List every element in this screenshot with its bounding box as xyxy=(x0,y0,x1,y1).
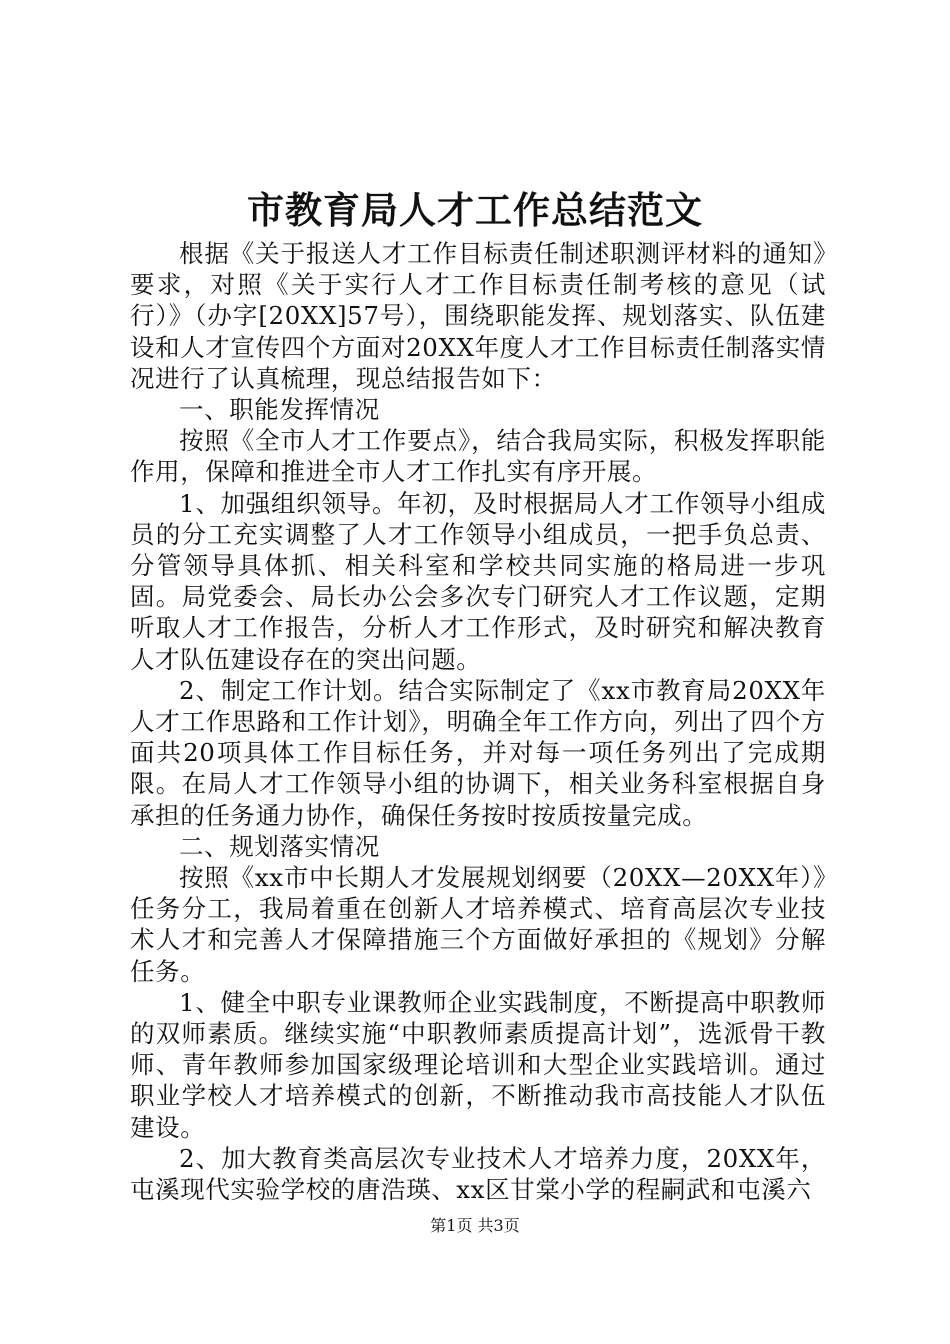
section-2-item-2-paragraph: 2、加大教育类高层次专业技术人才培养力度，20XX年，屯溪现代实验学校的唐浩瑛、xx区甘棠小学的程嗣武和屯溪六 xyxy=(130,1143,826,1205)
document-body xyxy=(130,238,826,1205)
section-2-item-1-paragraph: 1、健全中职专业课教师企业实践制度，不断提高中职教师的双师素质。继续实施“中职教师素质提高计划”，选派骨干教师、青年教师参加国家级理论培训和大型企业实践培训。通过职业学校人才培养模式的创新，不断推动我市高技能人才队伍建设。 xyxy=(130,987,826,1142)
section-1-item-1-paragraph: 1、加强组织领导。年初，及时根据局人才工作领导小组成员的分工充实调整了人才工作领导小组成员，一把手负总责、分管领导具体抓、相关科室和学校共同实施的格局进一步巩固。局党委会、局长办公会多次专门研究人才工作议题，定期听取人才工作报告，分析人才工作形式，及时研究和解决教育人才队伍建设存在的突出问题。 xyxy=(130,488,826,674)
document-title: 市教育局人才工作总结范文 xyxy=(247,188,703,232)
section-heading-1: 一、职能发挥情况 xyxy=(179,395,380,425)
section-2-intro-paragraph: 按照《xx市中长期人才发展规划纲要（20XX—20XX年）》任务分工，我局着重在创新人才培养模式、培育高层次专业技术人才和完善人才保障措施三个方面做好承担的《规划》分解任务。 xyxy=(130,863,826,986)
intro-paragraph: 根据《关于报送人才工作目标责任制述职测评材料的通知》要求，对照《关于实行人才工作目标责任制考核的意见（试行）》（办字[20XX]57号），围绕职能发挥、规划落实、队伍建设和人才宣传四个方面对20XX年度人才工作目标责任制落实情况进行了认真梳理，现总结报告如下： xyxy=(130,239,826,393)
section-1-item-2-paragraph: 2、制定工作计划。结合实际制定了《xx市教育局20XX年人才工作思路和工作计划》，明确全年工作方向，列出了四个方面共20项具体工作目标任务，并对每一项任务列出了完成期限。在局人才工作领导小组的协调下，相关业务科室根据自身承担的任务通力协作，确保任务按时按质按量完成。 xyxy=(130,675,826,830)
section-1-intro-paragraph: 按照《全市人才工作要点》，结合我局实际，积极发挥职能作用，保障和推进全市人才工作扎实有序开展。 xyxy=(130,426,826,487)
section-heading-2: 二、规划落实情况 xyxy=(179,831,380,861)
page-footer: 第1页 共3页 xyxy=(430,1216,520,1235)
